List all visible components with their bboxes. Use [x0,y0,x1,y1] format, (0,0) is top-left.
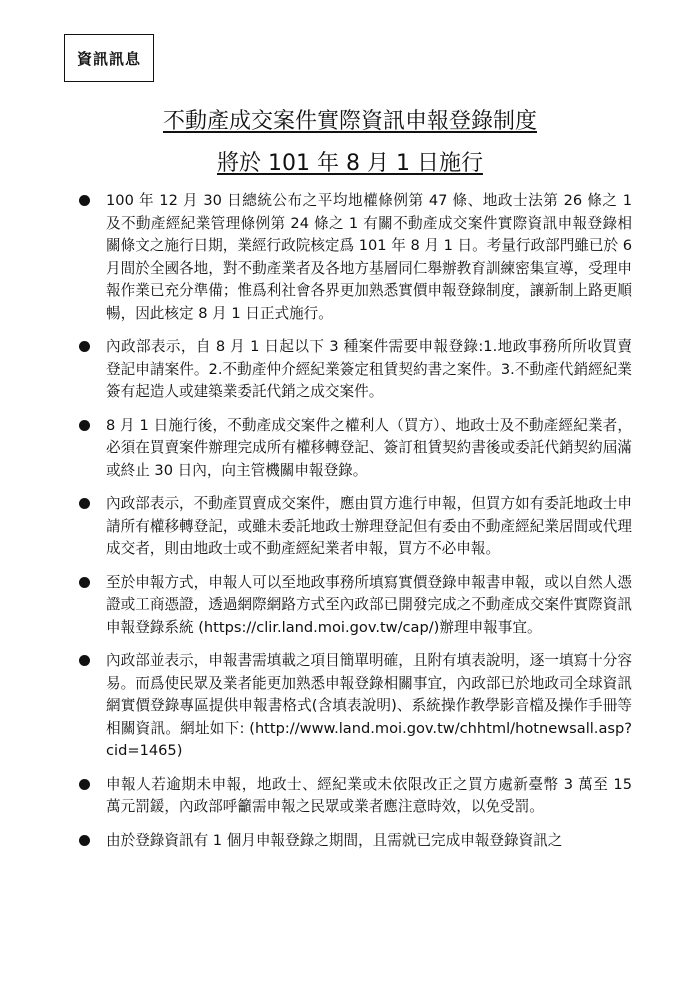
bullet-list [72,190,632,863]
list-item [72,336,632,404]
list-item-text: 100 年 12 月 30 日總統公布之平均地權條例第 47 條、地政士法第 26 條之 1 及不動產經紀業管理條例第 24 條之 1 有關不動產成交案件實際資訊申報登錄相關條文之施行日期，業經行政院核定爲 101 年 8 月 1 日。考量行政部門雖已於 6 月間於全國各地，對不動產業者及各地方基層同仁舉辦教育訓練密集宣導，受理申報作業已充分準備；惟爲利社會各界更加熟悉實價申報登錄制度，讓新制上路更順暢，因此核定 8 月 1 日正式施行。 [106,192,632,322]
list-item [72,415,632,483]
list-item-text: 內政部並表示，申報書需填載之項目簡單明確，且附有填表說明，逐一填寫十分容易。而爲使民眾及業者能更加熟悉申報登錄相關事宜，內政部已於地政司全球資訊網實價登錄專區提供申報書格式(含填表說明)、系統操作教學影音檔及操作手冊等相關資訊。網址如下: (http://www.land.moi.gov.tw/chhtml/hotnewsall.asp?cid=1465) [106,652,632,759]
page-title-line2: 將於 101 年 8 月 1 日施行 [217,151,483,176]
list-item-text: 8 月 1 日施行後，不動產成交案件之權利人（買方）、地政士及不動產經紀業者，必須在買賣案件辦理完成所有權移轉登記、簽訂租賃契約書後或委託代銷契約屆滿或終止 30 日內，向主管機關申報登錄。 [106,416,632,479]
list-item-text: 申報人若逾期未申報，地政士、經紀業或未依限改正之買方處新臺幣 3 萬至 15 萬元罰鍰，內政部呼籲需申報之民眾或業者應注意時效，以免受罰。 [106,775,632,815]
bullet-icon [79,655,90,666]
bullet-icon [79,195,90,206]
bullet-icon [79,341,90,352]
list-item [72,493,632,561]
list-item-text: 至於申報方式，申報人可以至地政事務所填寫實價登錄申報書申報，或以自然人憑證或工商憑證，透過網際網路方式至內政部已開發完成之不動產成交案件實際資訊申報登錄系統 (https://clir.land.moi.gov.tw/cap/)辦理申報事宜。 [106,573,632,636]
list-item [72,190,632,325]
bullet-icon [79,779,90,790]
list-item [72,572,632,640]
list-item-text: 內政部表示，自 8 月 1 日起以下 3 種案件需要申報登錄:1.地政事務所所收買賣登記申請案件。2.不動產仲介經紀業簽定租賃契約書之案件。3.不動產代銷經紀業簽有起造人或建築業委託代銷之成交案件。 [106,338,632,400]
list-item-text: 內政部表示，不動產買賣成交案件，應由買方進行申報，但買方如有委託地政士申請所有權移轉登記，或雖未委託地政士辦理登記但有委由不動產經紀業居間或代理成交者，則由地政士或不動產經紀業者申報，買方不必申報。 [106,495,632,557]
bullet-icon [79,420,90,431]
list-item [72,774,632,819]
bullet-icon [79,835,90,846]
page-title-line1: 不動產成交案件實際資訊申報登錄制度 [162,109,537,134]
bullet-icon [79,577,90,588]
bullet-icon [79,498,90,509]
list-item [72,830,632,853]
list-item [72,650,632,763]
info-tag: 資訊訊息 [64,34,154,82]
list-item-text: 由於登錄資訊有 1 個月申報登錄之期間，且需就已完成申報登錄資訊之 [106,831,563,849]
